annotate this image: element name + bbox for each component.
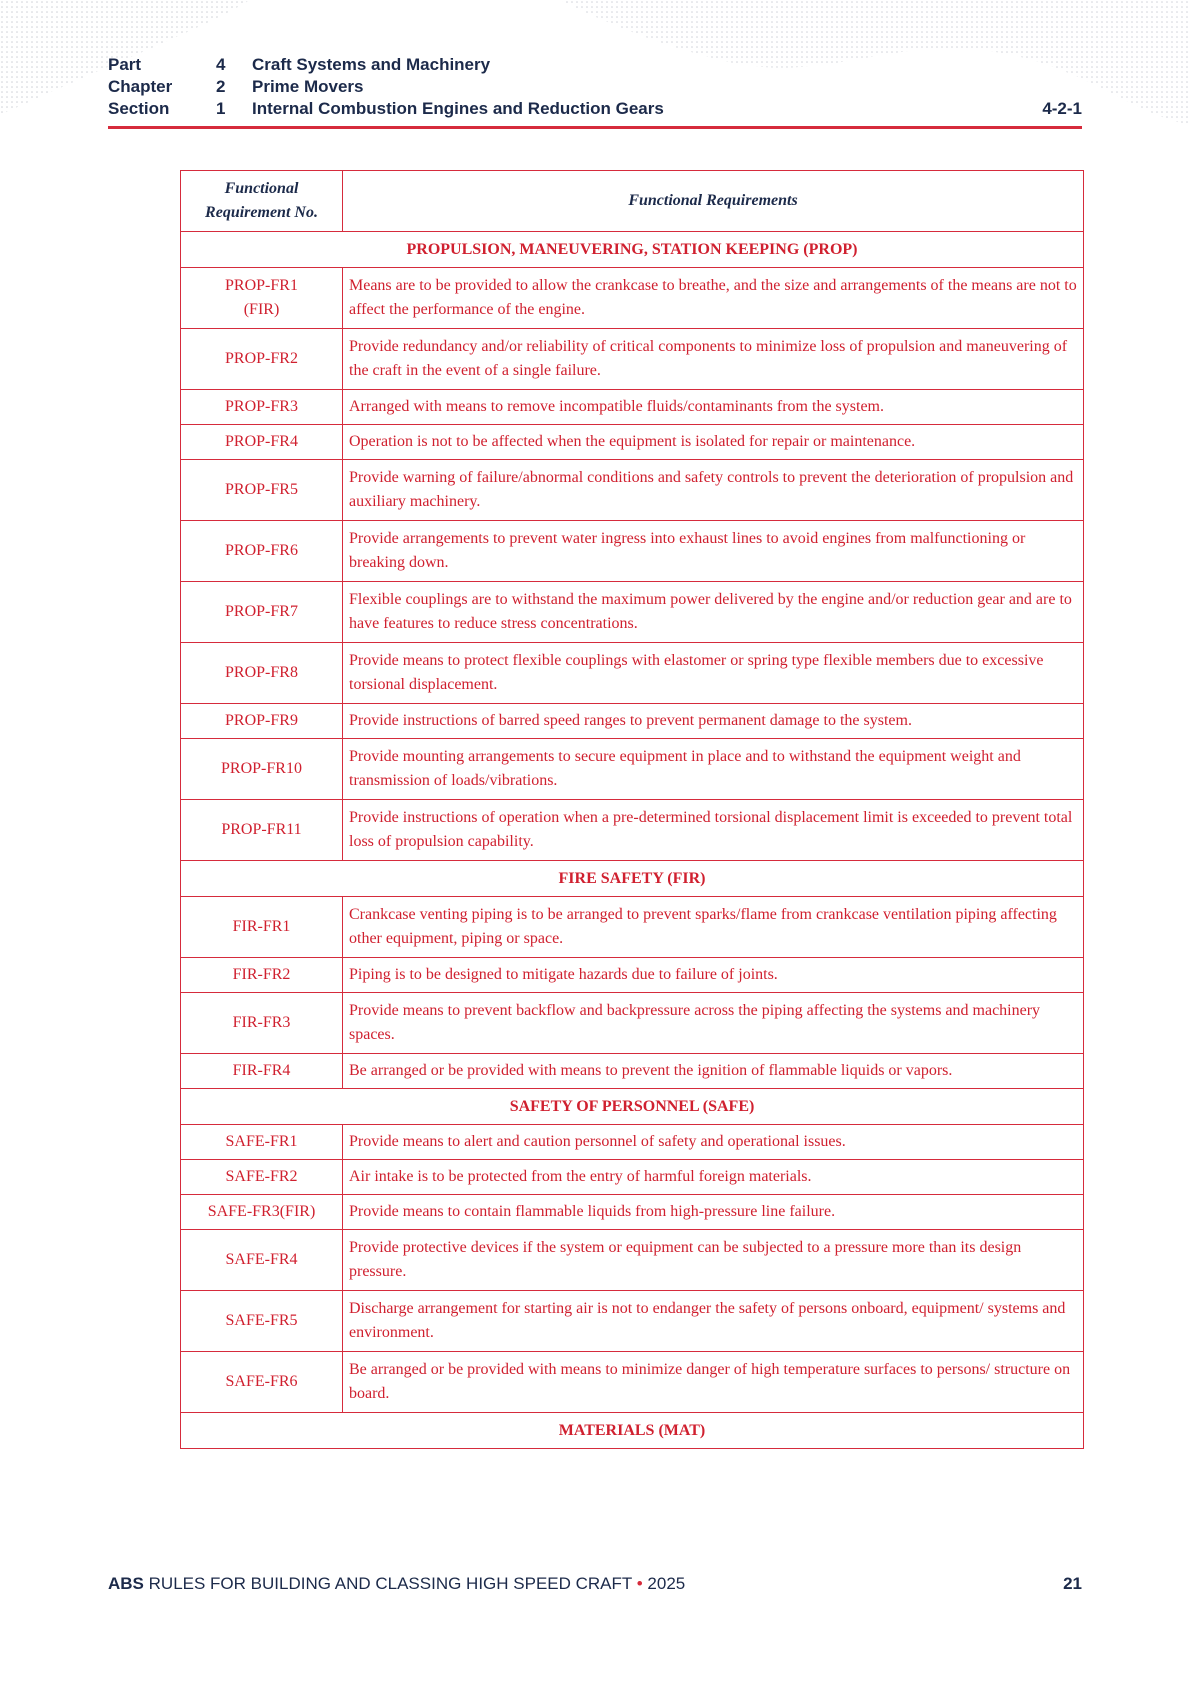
requirement-text: Crankcase venting piping is to be arranged to prevent sparks/flame from crankcase ventilation piping affecting other equipment, piping or space. bbox=[343, 897, 1084, 958]
requirement-number: SAFE-FR6 bbox=[181, 1352, 343, 1413]
requirement-text: Air intake is to be protected from the entry of harmful foreign materials. bbox=[343, 1160, 1084, 1195]
table-row bbox=[181, 704, 1084, 739]
requirement-text: Flexible couplings are to withstand the maximum power delivered by the engine and/or reduction gear and are to have features to reduce stress concentrations. bbox=[343, 582, 1084, 643]
requirement-number: PROP-FR4 bbox=[181, 425, 343, 460]
requirement-number bbox=[181, 268, 343, 329]
requirement-text: Provide redundancy and/or reliability of critical components to minimize loss of propulsion and maneuvering of the craft in the event of a single failure. bbox=[343, 329, 1084, 390]
requirement-number: PROP-FR8 bbox=[181, 643, 343, 704]
requirement-number: PROP-FR3 bbox=[181, 390, 343, 425]
requirement-text: Provide means to protect flexible couplings with elastomer or spring type flexible members due to excessive torsional displacement. bbox=[343, 643, 1084, 704]
header-chapter-row bbox=[108, 76, 1082, 98]
table-row bbox=[181, 958, 1084, 993]
requirement-text: Discharge arrangement for starting air is not to endanger the safety of persons onboard, equipment/ systems and environment. bbox=[343, 1291, 1084, 1352]
table-header-row bbox=[181, 171, 1084, 232]
requirement-text: Means are to be provided to allow the crankcase to breathe, and the size and arrangements of the means are not to affect the performance of the engine. bbox=[343, 268, 1084, 329]
table-row bbox=[181, 390, 1084, 425]
header-rule bbox=[108, 126, 1082, 129]
section-title: MATERIALS (MAT) bbox=[181, 1413, 1084, 1449]
table-row bbox=[181, 739, 1084, 800]
section-title: FIRE SAFETY (FIR) bbox=[181, 861, 1084, 897]
publication-title: RULES FOR BUILDING AND CLASSING HIGH SPEED CRAFT bbox=[148, 1574, 632, 1593]
requirement-text: Provide mounting arrangements to secure equipment in place and to withstand the equipment weight and transmission of loads/vibrations. bbox=[343, 739, 1084, 800]
requirement-number: PROP-FR10 bbox=[181, 739, 343, 800]
section-reference: 4-2-1 bbox=[1042, 99, 1082, 118]
requirement-text: Provide protective devices if the system or equipment can be subjected to a pressure more than its design pressure. bbox=[343, 1230, 1084, 1291]
table-row bbox=[181, 1160, 1084, 1195]
requirement-number: PROP-FR9 bbox=[181, 704, 343, 739]
header-label: Chapter bbox=[108, 77, 173, 96]
functional-requirements-table bbox=[180, 170, 1084, 1449]
requirement-number: FIR-FR3 bbox=[181, 993, 343, 1054]
requirement-text: Be arranged or be provided with means to prevent the ignition of flammable liquids or vapors. bbox=[343, 1054, 1084, 1089]
requirement-text: Provide instructions of operation when a pre-determined torsional displacement limit is exceeded to prevent total loss of propulsion capability. bbox=[343, 800, 1084, 861]
table-row bbox=[181, 425, 1084, 460]
publication-year: 2025 bbox=[647, 1574, 686, 1593]
header-title: Prime Movers bbox=[252, 77, 364, 96]
section-row-safe bbox=[181, 1089, 1084, 1125]
requirement-number: FIR-FR2 bbox=[181, 958, 343, 993]
table-row bbox=[181, 1230, 1084, 1291]
table-row bbox=[181, 460, 1084, 521]
requirement-number: PROP-FR2 bbox=[181, 329, 343, 390]
table-row bbox=[181, 582, 1084, 643]
section-row-fir bbox=[181, 861, 1084, 897]
requirement-text: Operation is not to be affected when the equipment is isolated for repair or maintenance. bbox=[343, 425, 1084, 460]
section-row-mat bbox=[181, 1413, 1084, 1449]
header-section-row bbox=[108, 98, 1082, 120]
requirement-text: Piping is to be designed to mitigate hazards due to failure of joints. bbox=[343, 958, 1084, 993]
requirement-number: SAFE-FR5 bbox=[181, 1291, 343, 1352]
requirement-number: FIR-FR1 bbox=[181, 897, 343, 958]
requirement-number: SAFE-FR1 bbox=[181, 1125, 343, 1160]
requirement-number: PROP-FR7 bbox=[181, 582, 343, 643]
requirement-text: Provide means to contain flammable liquids from high-pressure line failure. bbox=[343, 1195, 1084, 1230]
header-number: 1 bbox=[216, 99, 226, 118]
requirement-number: SAFE-FR3(FIR) bbox=[181, 1195, 343, 1230]
table-row bbox=[181, 1125, 1084, 1160]
page-number: 21 bbox=[1063, 1574, 1082, 1593]
header-label: Part bbox=[108, 55, 142, 74]
requirement-number: SAFE-FR2 bbox=[181, 1160, 343, 1195]
section-title: SAFETY OF PERSONNEL (SAFE) bbox=[181, 1089, 1084, 1125]
table-row bbox=[181, 1352, 1084, 1413]
header-number: 2 bbox=[216, 77, 226, 96]
requirement-text: Be arranged or be provided with means to minimize danger of high temperature surfaces to persons/ structure on board. bbox=[343, 1352, 1084, 1413]
table-row bbox=[181, 268, 1084, 329]
requirement-number: PROP-FR6 bbox=[181, 521, 343, 582]
column-header-requirements: Functional Requirements bbox=[343, 171, 1084, 232]
section-row-prop bbox=[181, 232, 1084, 268]
table-row bbox=[181, 897, 1084, 958]
requirement-number: PROP-FR5 bbox=[181, 460, 343, 521]
requirement-text: Provide warning of failure/abnormal conditions and safety controls to prevent the deterioration of propulsion and auxiliary machinery. bbox=[343, 460, 1084, 521]
section-title: PROPULSION, MANEUVERING, STATION KEEPING (PROP) bbox=[181, 232, 1084, 268]
requirement-number: FIR-FR4 bbox=[181, 1054, 343, 1089]
table-row bbox=[181, 993, 1084, 1054]
footer-separator: • bbox=[636, 1574, 643, 1593]
column-header-requirement-no bbox=[181, 171, 343, 232]
requirement-text: Provide instructions of barred speed ranges to prevent permanent damage to the system. bbox=[343, 704, 1084, 739]
header-title: Craft Systems and Machinery bbox=[252, 55, 491, 74]
requirement-text: Arranged with means to remove incompatible fluids/contaminants from the system. bbox=[343, 390, 1084, 425]
requirement-number: SAFE-FR4 bbox=[181, 1230, 343, 1291]
table-row bbox=[181, 1054, 1084, 1089]
table-row bbox=[181, 800, 1084, 861]
table-row bbox=[181, 329, 1084, 390]
table-row bbox=[181, 1195, 1084, 1230]
requirement-text: Provide means to prevent backflow and backpressure across the piping affecting the systems and machinery spaces. bbox=[343, 993, 1084, 1054]
header-label: Section bbox=[108, 99, 170, 118]
brand-logo-text: ABS bbox=[108, 1574, 144, 1593]
table-row bbox=[181, 521, 1084, 582]
requirement-number: PROP-FR11 bbox=[181, 800, 343, 861]
requirement-text: Provide means to alert and caution personnel of safety and operational issues. bbox=[343, 1125, 1084, 1160]
table-row bbox=[181, 1291, 1084, 1352]
table-row bbox=[181, 643, 1084, 704]
header-part-row bbox=[108, 54, 1082, 76]
requirement-text: Provide arrangements to prevent water ingress into exhaust lines to avoid engines from malfunctioning or breaking down. bbox=[343, 521, 1084, 582]
requirement-number-tag: (FIR) bbox=[243, 301, 280, 318]
header-title: Internal Combustion Engines and Reduction Gears bbox=[252, 99, 664, 118]
page-header bbox=[108, 54, 1082, 120]
column-header-line: Requirement No. bbox=[205, 204, 318, 221]
requirement-number-text: PROP-FR1 bbox=[225, 277, 298, 294]
page-footer bbox=[108, 1572, 1082, 1596]
column-header-line: Functional bbox=[224, 180, 299, 197]
header-number: 4 bbox=[216, 55, 226, 74]
